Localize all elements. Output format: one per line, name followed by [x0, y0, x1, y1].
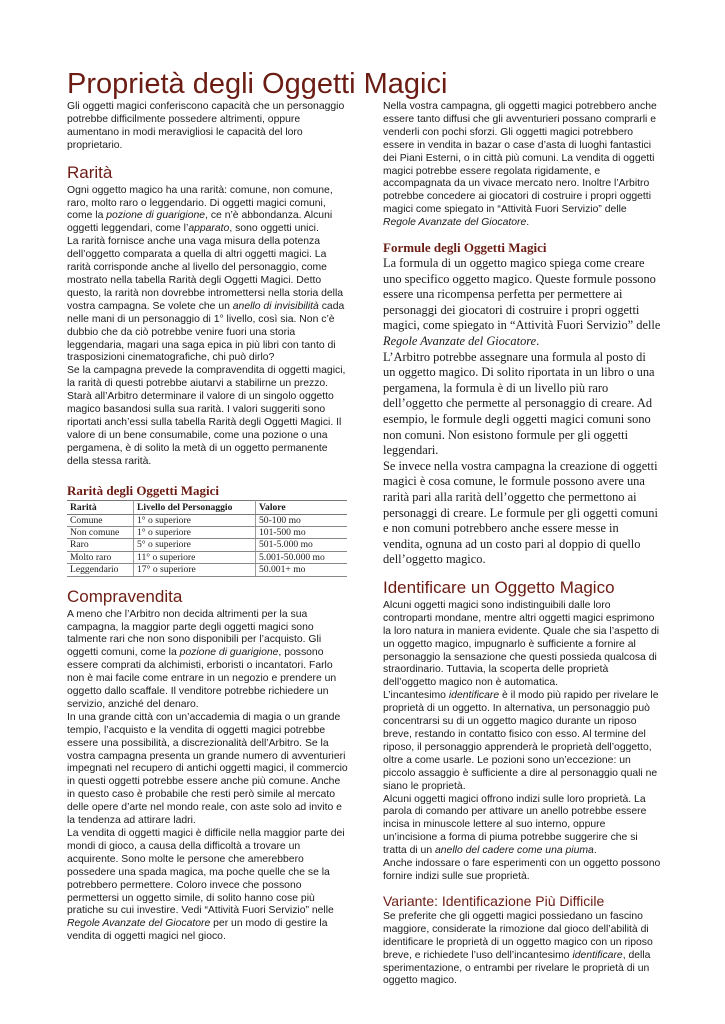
table-cell: Leggendario — [67, 564, 134, 576]
table-cell: 50.001+ mo — [256, 564, 348, 576]
table-cell: 5° o superiore — [134, 539, 256, 551]
emphasis-text: anello di invisibilità — [232, 300, 319, 312]
table-row — [67, 526, 347, 538]
identificare-paragraph-4: Anche indossare o fare esperimenti con un oggetto possono fornire indizi sulle sue proprietà. — [383, 858, 661, 882]
emphasis-text: pozione di guarigione — [106, 210, 206, 222]
table-cell: Comune — [67, 514, 134, 526]
column-header: Livello del Personaggio — [134, 500, 256, 514]
identificare-paragraph-1: Alcuni oggetti magici sono indistinguibili dalle loro controparti mondane, mentre altri oggetti magici esprimono la loro natura in maniera evidente. Quale che sia l’aspetto di un oggetto magico, impugnarlo è sufficiente a fornire al personaggio la sensazione che questi possieda qualcosa di straordinario. Tuttavia, la scoperta delle proprietà dell’oggetto magico non è automatica. — [383, 599, 660, 689]
table-cell: 5.001-50.000 mo — [256, 551, 348, 563]
table-cell: 11° o superiore — [134, 551, 256, 563]
emphasis-text: pozione di guarigione — [179, 647, 279, 659]
formule-paragraph-1: La formula di un oggetto magico spiega come creare uno specifico oggetto magico. Queste formule possono essere una ricompensa perfetta per permettere ai personaggi dei giocatori di costruire i propri oggetti magici, come spiegato in “Attività Fuori Servizio” delle Regole Avanzate del Giocatore. — [383, 256, 661, 349]
left-column — [67, 101, 350, 944]
emphasis-text: identificare — [448, 690, 500, 702]
emphasis-text: identificare — [572, 949, 623, 961]
variante-paragraph-1: Se preferite che gli oggetti magici possiedano un fascino maggiore, considerate la rimozione dal gioco dell’abilità di identificare le proprietà di un oggetto magico con un riposo breve, e richiedete l’uso dell’incantesimo identificare, della sperimentazione, o entrambi per rivelare le proprietà di un oggetto magico. — [383, 910, 653, 987]
table-row — [67, 514, 347, 526]
page-title: Proprietà degli Oggetti Magici — [67, 68, 448, 100]
right-column — [383, 101, 661, 988]
table-cell: Molto raro — [67, 551, 134, 563]
table-cell: 50-100 mo — [256, 514, 348, 526]
emphasis-text: apparato — [188, 223, 230, 235]
table-cell: 1° o superiore — [134, 514, 256, 526]
column-header: Valore — [256, 500, 348, 514]
rarity-table — [67, 500, 347, 577]
table-row — [67, 551, 347, 563]
table-row — [67, 564, 347, 576]
rarity-table-caption: Rarità degli Oggetti Magici — [67, 482, 219, 498]
rarita-paragraph-1: Ogni oggetto magico ha una rarità: comune, non comune, raro, molto raro o leggendario. Di oggetti magici comuni, come la pozione di guarigione, ce n’è abbondanza. Alcuni oggetti leggendari, come l’apparato, sono oggetti unici. — [67, 184, 333, 235]
emphasis-text: Regole Avanzate del Giocatore — [67, 918, 211, 930]
formule-paragraph-3: Se invece nella vostra campagna la creazione di oggetti magici è cosa comune, le formule possono avere una rarità pari alla rarità dell’oggetto che permettono ai personaggi di creare. Le formule per gli oggetti comuni e non comuni potrebbero anche essere messe in vendita, ognuna ad un costo pari al doppio di quello dell’oggetto magico. — [383, 458, 658, 567]
emphasis-text: Regole Avanzate del Giocatore — [383, 334, 537, 349]
table-cell: 17° o superiore — [134, 564, 256, 576]
table-cell: 501-5.000 mo — [256, 539, 348, 551]
variante-heading: Variante: Identificazione Più Difficile — [383, 892, 605, 909]
column-header: Rarità — [67, 500, 134, 514]
emphasis-text: anello del cadere come una piuma — [434, 845, 594, 857]
compravendita-paragraph-2: In una grande città con un’accademia di magia o un grande tempio, l’acquisto e la vendita di oggetti magici potrebbe essere una possibilità, a discrezionalità dell’Arbitro. Se la vostra campagna presenta un grande numero di avventurieri impegnati nel recupero di antichi oggetti magici, il commercio in questi oggetti potrebbe essere anche più comune. Anche in questo caso è probabile che resti però simile al mercato delle opere d’arte nel mondo reale, con aste solo ad invito e la tendenza ad attirare ladri. — [67, 711, 348, 827]
identificare-paragraph-3: Alcuni oggetti magici offrono indizi sulle loro proprietà. La parola di comando per attivare un anello potrebbe essere incisa in minuscole lettere al suo interno, oppure un’incisione a forma di piuma potrebbe suggerire che si tratta di un anello del cadere come una piuma. — [383, 793, 647, 857]
compravendita-paragraph-3: La vendita di oggetti magici è difficile nella maggior parte dei mondi di gioco, a causa della difficoltà a trovare un acquirente. Sono molte le persone che amerebbero possedere una spada magica, ma poche quelle che se la potrebbero permettere. Coloro invece che possono permettersi un oggetto simile, di solito hanno cose più pratiche su cui investire. Vedi “Attività Fuori Servizio” nelle Regole Avanzate del Giocatore per un modo di gestire la vendita di oggetti magici nel gioco. — [67, 828, 345, 943]
formule-paragraph-2: L’Arbitro potrebbe assegnare una formula al posto di un oggetto magico. Di solito riportata in un libro o una pergamena, la formula è di un livello più raro dell’oggetto che permette al personaggio di creare. Ad esempio, le formule degli oggetti magici comuni sono non comuni. Non esistono formule per gli oggetti leggendari. — [383, 349, 655, 458]
formule-heading: Formule degli Oggetti Magici — [383, 240, 547, 256]
table-header-row — [67, 500, 347, 514]
rarita-paragraph-2: La rarità fornisce anche una vaga misura della potenza dell’oggetto comparata a quella di altri oggetti magici. La rarità corrisponde anche al livello del personaggio, come mostrato nella tabella Rarità degli Oggetti Magici. Detto questo, la rarità non dovrebbe intromettersi nella storia della vostra campagna. Se volete che un anello di invisibilità cada nelle mani di un personaggio di 1° livello, così sia. Non c’è dubbio che da ciò potrebbe venire fuori una storia leggendaria, magari una saga epica in più libri con tanto di trasposizioni cinematografiche, chi può dirlo? — [67, 236, 345, 364]
compravendita-paragraph-1: A meno che l’Arbitro non decida altrimenti per la sua campagna, la maggior parte degli oggetti magici sono talmente rari che non sono disponibili per l’acquisto. Gli oggetti comuni, come la pozione di guarigione, possono essere comprati da alchimisti, erboristi o incantatori. Farlo non è mai facile come entrare in un negozio e prendere un oggetto dallo scaffale. Il venditore potrebbe richiedere un servizio, anziché del denaro. — [67, 608, 337, 710]
table-cell: Non comune — [67, 526, 134, 538]
intro-paragraph: Gli oggetti magici conferiscono capacità che un personaggio potrebbe difficilmente possedere altrimenti, oppure aumentano in modi meravigliosi le capacità del loro proprietario. — [67, 101, 345, 151]
compravendita-paragraph-4: Nella vostra campagna, gli oggetti magici potrebbero anche essere tanto diffusi che gli avventurieri possano comprarli e venderli con pochi sforzi. Gli oggetti magici potrebbero essere in vendita in bazar o case d’asta di luoghi fantastici dei Piani Esterni, o in città più comuni. La vendita di oggetti magici potrebbe essere regolata rigidamente, e accompagnata da un vivace mercato nero. Inoltre l’Arbitro potrebbe concedere ai giocatori di costruire i propri oggetti magici come spiegato in “Attività Fuori Servizio” delle Regole Avanzate del Giocatore. — [383, 101, 657, 229]
rarita-heading: Rarità — [67, 162, 113, 182]
table-cell: 1° o superiore — [134, 526, 256, 538]
compravendita-heading: Compravendita — [67, 586, 183, 606]
rarita-paragraph-3: Se la campagna prevede la compravendita di oggetti magici, la rarità di questi potrebbe aiutarvi a stabilirne un prezzo. Starà all’Arbitro determinare il valore di un singolo oggetto magico basandosi sulla sua rarità. I valori suggeriti sono riportati anch’essi sulla tabella Rarità degli Oggetti Magici. Il valore di un bene consumabile, come una pozione o una pergamena, è di solito la metà di un oggetto permanente della stessa rarità. — [67, 365, 346, 467]
table-cell: 101-500 mo — [256, 526, 348, 538]
identificare-paragraph-2: L’incantesimo identificare è il modo più rapido per rivelare le proprietà di un oggetto. In alternativa, un personaggio può concentrarsi su di un oggetto magico durante un riposo breve, restando in contatto fisico con esso. Al termine del riposo, il personaggio apprenderà le proprietà dell’oggetto, oltre a come usarle. Le pozioni sono un’eccezione: un piccolo assaggio è sufficiente a dire al personaggio quali ne siano le proprietà. — [383, 690, 659, 792]
identificare-heading: Identificare un Oggetto Magico — [383, 577, 615, 597]
table-cell: Raro — [67, 539, 134, 551]
emphasis-text: Regole Avanzate del Giocatore — [383, 217, 527, 229]
table-row — [67, 539, 347, 551]
